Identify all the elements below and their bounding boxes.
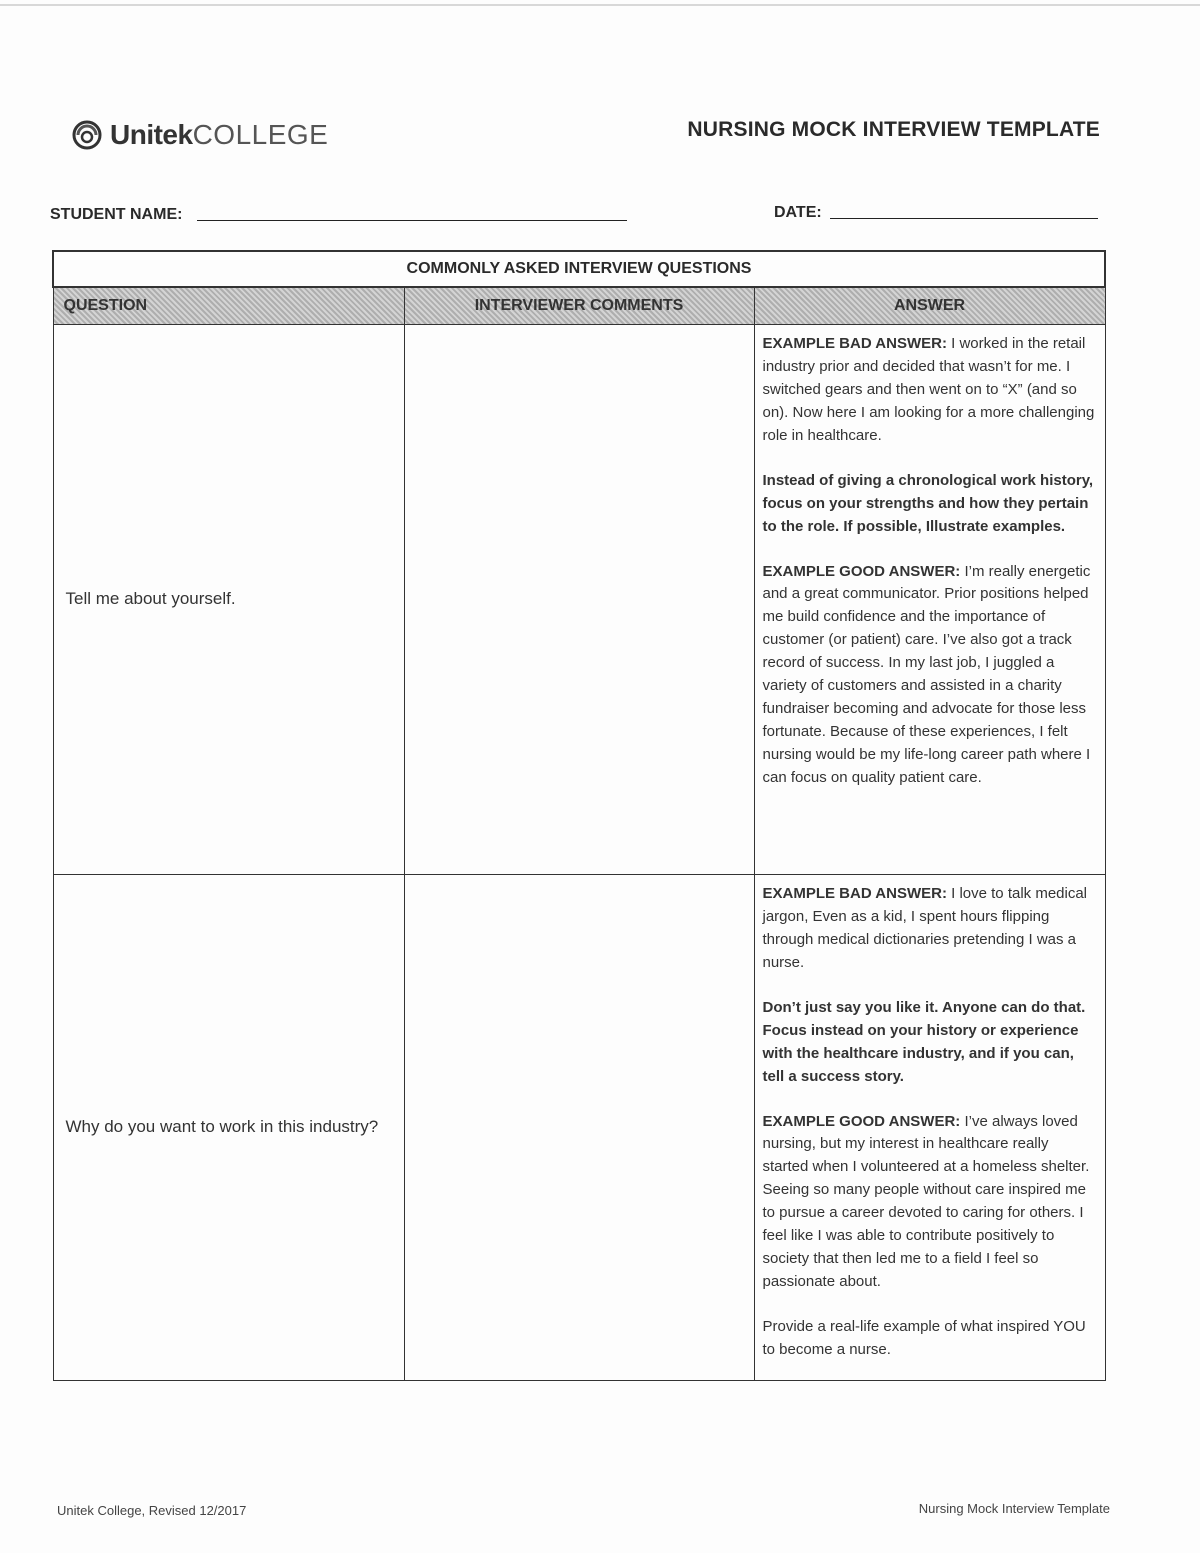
table-row — [53, 325, 1105, 875]
scan-edge-line — [0, 4, 1200, 6]
answer-cell — [754, 325, 1105, 875]
bad-answer-label: EXAMPLE BAD ANSWER: — [762, 885, 947, 902]
answer-tip: Instead of giving a chronological work history, focus on your strengths and how they pertain to the role. If possible, Illustrate examples. — [762, 471, 1094, 535]
bad-answer-text: I worked in the retail industry prior and decided that wasn’t for me. I switched gears and then went on to “X” (and so on). Now here I am looking for a more challenging role in healthcare. — [762, 335, 1095, 444]
interviewer-comments-cell[interactable] — [404, 875, 754, 1381]
bad-answer-text: I love to talk medical jargon, Even as a kid, I spent hours flipping through medical dictionaries pretending I was a nurse. — [762, 885, 1088, 971]
column-header-answer: ANSWER — [754, 287, 1105, 325]
footer-revision: Unitek College, Revised 12/2017 — [57, 1503, 247, 1518]
unitek-swirl-icon — [70, 118, 104, 152]
document-title: NURSING MOCK INTERVIEW TEMPLATE — [687, 118, 1100, 141]
column-header-question: QUESTION — [53, 287, 404, 325]
student-name-label: STUDENT NAME: — [50, 206, 183, 223]
answer-tip: Don’t just say you like it. Anyone can do that. Focus instead on your history or experience with the healthcare industry, and if you can, tell a success story. — [762, 998, 1086, 1085]
unitek-logo — [70, 118, 328, 152]
question-cell: Tell me about yourself. — [53, 325, 404, 875]
logo-suffix-text: COLLEGE — [192, 119, 329, 150]
good-answer-label: EXAMPLE GOOD ANSWER: — [762, 562, 961, 580]
good-answer-paragraph — [763, 1111, 1095, 1295]
student-name-field[interactable] — [197, 220, 627, 221]
date-label: DATE: — [774, 204, 822, 221]
table-caption: COMMONLY ASKED INTERVIEW QUESTIONS — [53, 251, 1105, 287]
good-answer-label: EXAMPLE GOOD ANSWER: — [762, 1112, 961, 1130]
logo-brand-text: Unitek — [110, 119, 193, 150]
answer-cell — [754, 875, 1105, 1381]
answer-closing-tip: Provide a real-life example of what inspired YOU to become a nurse. — [762, 1318, 1086, 1358]
question-cell: Why do you want to work in this industry? — [53, 875, 404, 1381]
date-field[interactable] — [830, 218, 1098, 219]
bad-answer-paragraph — [763, 333, 1095, 448]
bad-answer-label: EXAMPLE BAD ANSWER: — [762, 335, 947, 352]
interview-questions-table — [52, 250, 1106, 1381]
interviewer-comments-cell[interactable] — [404, 325, 754, 875]
column-header-interviewer-comments: INTERVIEWER COMMENTS — [404, 287, 754, 325]
good-answer-text: I’m really energetic and a great communicator. Prior positions helped me build confidence and the importance of customer (or patient) care. I’ve also got a track record of success. In my last job, I juggled a variety of customers and assisted in a charity fundraiser becoming and advocate for those less fortunate. Because of these experiences, I felt nursing would be my life-long career path where I can focus on quality patient care. — [762, 562, 1091, 786]
footer-document-name: Nursing Mock Interview Template — [918, 1501, 1110, 1516]
table-row — [53, 875, 1105, 1381]
bad-answer-paragraph — [763, 883, 1095, 975]
good-answer-paragraph — [763, 561, 1095, 790]
good-answer-text: I’ve always loved nursing, but my interest in healthcare really started when I volunteered at a homeless shelter. Seeing so many people without care inspired me to pursue a career devoted to caring for others. I feel like I was able to contribute positively to society that then led me to a field I feel so passionate about. — [762, 1112, 1090, 1291]
